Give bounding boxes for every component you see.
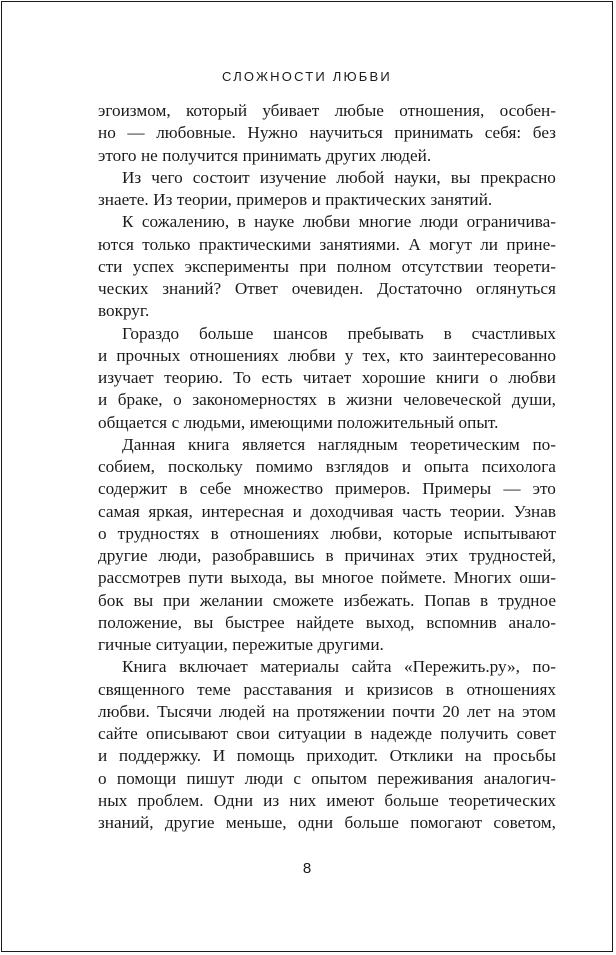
- text-line: сайте описывают свои ситуации в надежде получить совет: [98, 724, 556, 743]
- text-line: собием, поскольку помимо взглядов и опыта психолога: [98, 457, 556, 476]
- text-line: другие люди, разобравшись в причинах этих трудностей,: [98, 546, 556, 565]
- text-line: любви. Тысячи людей на протяжении почти 20 лет на этом: [98, 701, 556, 721]
- page-number: 8: [302, 860, 312, 877]
- text-line: самая яркая, интересная и доходчивая часть теории. Узнав: [98, 501, 556, 521]
- text-line: о трудностях в отношениях любви, которые испытывают: [98, 523, 556, 543]
- text-line: положение, вы быстрее найдете выход, вспомнив анало-: [98, 612, 556, 632]
- text-line: и прочных отношениях любви у тех, кто заинтересованно: [98, 345, 556, 365]
- text-line: гичные ситуации, пережитые другими.: [98, 635, 384, 654]
- text-line: ных проблем. Одни из них имеют больше теоретических: [98, 790, 556, 810]
- text-line: общается с людьми, имеющими положительный опыт.: [98, 412, 499, 432]
- running-head: СЛОЖНОСТИ ЛЮБВИ: [222, 69, 392, 84]
- text-line: знаний, другие меньше, одни больше помогают советом,: [98, 813, 556, 832]
- text-line: К сожалению, в науке любви многие люди ограничива-: [122, 212, 556, 232]
- text-line: священного теме расставания и кризисов в отношениях: [98, 679, 556, 699]
- text-line: Гораздо больше шансов пребывать в счастливых: [122, 323, 556, 343]
- text-line: этого не получится принимать других людей.: [98, 145, 432, 165]
- text-line: рассмотрев пути выхода, вы многое поймете. Многих оши-: [98, 568, 556, 588]
- text-line: и поддержку. И помощь приходит. Отклики на просьбы: [98, 746, 556, 766]
- body-text: [98, 100, 556, 834]
- text-line: сти успех эксперименты при полном отсутствии теорети-: [98, 256, 556, 276]
- text-line: ются только практическими занятиями. А могут ли прине-: [98, 234, 556, 254]
- text-line: бок вы при желании сможете избежать. Попав в трудное: [98, 590, 556, 610]
- page: [1, 1, 613, 952]
- text-line: изучает теорию. То есть читает хорошие книги о любви: [98, 368, 556, 387]
- text-line: вокруг.: [98, 301, 150, 321]
- text-line: эгоизмом, который убивает любые отношения, особен-: [98, 101, 556, 120]
- text-line: о помощи пишут люди с опытом переживания аналогич-: [98, 768, 556, 788]
- text-line: Из чего состоит изучение любой науки, вы прекрасно: [122, 167, 556, 187]
- text-line: ческих знаний? Ответ очевиден. Достаточно оглянуться: [98, 279, 556, 298]
- text-line: Книга включает материалы сайта «Пережить.ру», по-: [122, 657, 556, 677]
- text-line: и браке, о закономерностях в жизни человеческой души,: [98, 390, 556, 410]
- text-line: знаете. Из теории, примеров и практических занятий.: [98, 190, 493, 209]
- text-line: содержит в себе множество примеров. Примеры — это: [98, 479, 556, 499]
- text-line: Данная книга является наглядным теоретическим по-: [122, 434, 556, 454]
- text-line: но — любовные. Нужно научиться принимать себя: без: [98, 123, 556, 143]
